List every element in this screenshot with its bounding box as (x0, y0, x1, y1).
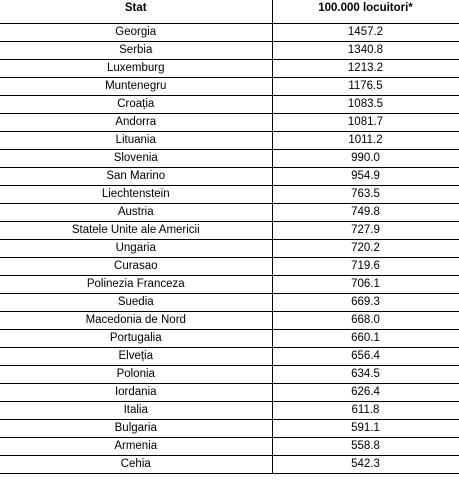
rate-cell: 954.9 (272, 168, 459, 186)
rate-cell: 626.4 (272, 384, 459, 402)
table-row (0, 456, 459, 474)
rate-cell: 720.2 (272, 240, 459, 258)
table-row (0, 294, 459, 312)
country-cell: Serbia (0, 42, 272, 60)
country-cell: Italia (0, 402, 272, 420)
rate-cell: 727.9 (272, 222, 459, 240)
country-header-label: Stat (124, 2, 147, 14)
country-cell: Armenia (0, 438, 272, 456)
rate-cell: 749.8 (272, 204, 459, 222)
country-cell: Macedonia de Nord (0, 312, 272, 330)
rate-cell: 542.3 (272, 456, 459, 474)
rate-cell: 1011.2 (272, 132, 459, 150)
country-cell: Portugalia (0, 330, 272, 348)
table-row (0, 78, 459, 96)
rate-cell: 668.0 (272, 312, 459, 330)
rate-cell: 660.1 (272, 330, 459, 348)
country-cell: Iordania (0, 384, 272, 402)
table-row (0, 132, 459, 150)
country-cell: Elveția (0, 348, 272, 366)
table-row (0, 402, 459, 420)
country-cell: Ungaria (0, 240, 272, 258)
table-row (0, 222, 459, 240)
country-cell: Statele Unite ale Americii (0, 222, 272, 240)
country-cell: Liechtenstein (0, 186, 272, 204)
table-row (0, 114, 459, 132)
table-row (0, 312, 459, 330)
table-row (0, 24, 459, 42)
table-row (0, 348, 459, 366)
country-cell: Muntenegru (0, 78, 272, 96)
table-row (0, 42, 459, 60)
rate-cell: 1457.2 (272, 24, 459, 42)
rate-header-label: 100.000 locuitori* (318, 2, 413, 14)
table-row (0, 186, 459, 204)
country-cell: Polinezia Franceza (0, 276, 272, 294)
table-row (0, 168, 459, 186)
country-cell: Slovenia (0, 150, 272, 168)
country-cell: Georgia (0, 24, 272, 42)
country-column-header (0, 0, 272, 24)
table-row (0, 60, 459, 78)
table-row (0, 276, 459, 294)
table-row (0, 258, 459, 276)
rate-cell: 1213.2 (272, 60, 459, 78)
rate-cell: 1340.8 (272, 42, 459, 60)
table-body (0, 24, 459, 474)
table-header-row (0, 0, 459, 24)
rate-cell: 719.6 (272, 258, 459, 276)
rate-cell: 1081.7 (272, 114, 459, 132)
country-cell: Curasao (0, 258, 272, 276)
rate-cell: 1176.5 (272, 78, 459, 96)
country-cell: Luxemburg (0, 60, 272, 78)
rate-cell: 763.5 (272, 186, 459, 204)
rate-cell: 611.8 (272, 402, 459, 420)
table-row (0, 384, 459, 402)
rate-cell: 706.1 (272, 276, 459, 294)
rate-cell: 558.8 (272, 438, 459, 456)
rate-cell: 990.0 (272, 150, 459, 168)
country-cell: Austria (0, 204, 272, 222)
rate-cell: 1083.5 (272, 96, 459, 114)
country-cell: Croația (0, 96, 272, 114)
table-row (0, 438, 459, 456)
table-row (0, 204, 459, 222)
table-row (0, 366, 459, 384)
country-cell: Suedia (0, 294, 272, 312)
country-cell: Cehia (0, 456, 272, 474)
rate-cell: 634.5 (272, 366, 459, 384)
table-row (0, 420, 459, 438)
rate-cell: 669.3 (272, 294, 459, 312)
rate-column-header (272, 0, 459, 24)
rate-cell: 591.1 (272, 420, 459, 438)
table-row (0, 330, 459, 348)
country-cell: Lituania (0, 132, 272, 150)
table-row (0, 150, 459, 168)
country-cell: Bulgaria (0, 420, 272, 438)
country-cell: San Marino (0, 168, 272, 186)
table-row (0, 240, 459, 258)
rate-cell: 656.4 (272, 348, 459, 366)
table-row (0, 96, 459, 114)
country-cell: Polonia (0, 366, 272, 384)
country-cell: Andorra (0, 114, 272, 132)
